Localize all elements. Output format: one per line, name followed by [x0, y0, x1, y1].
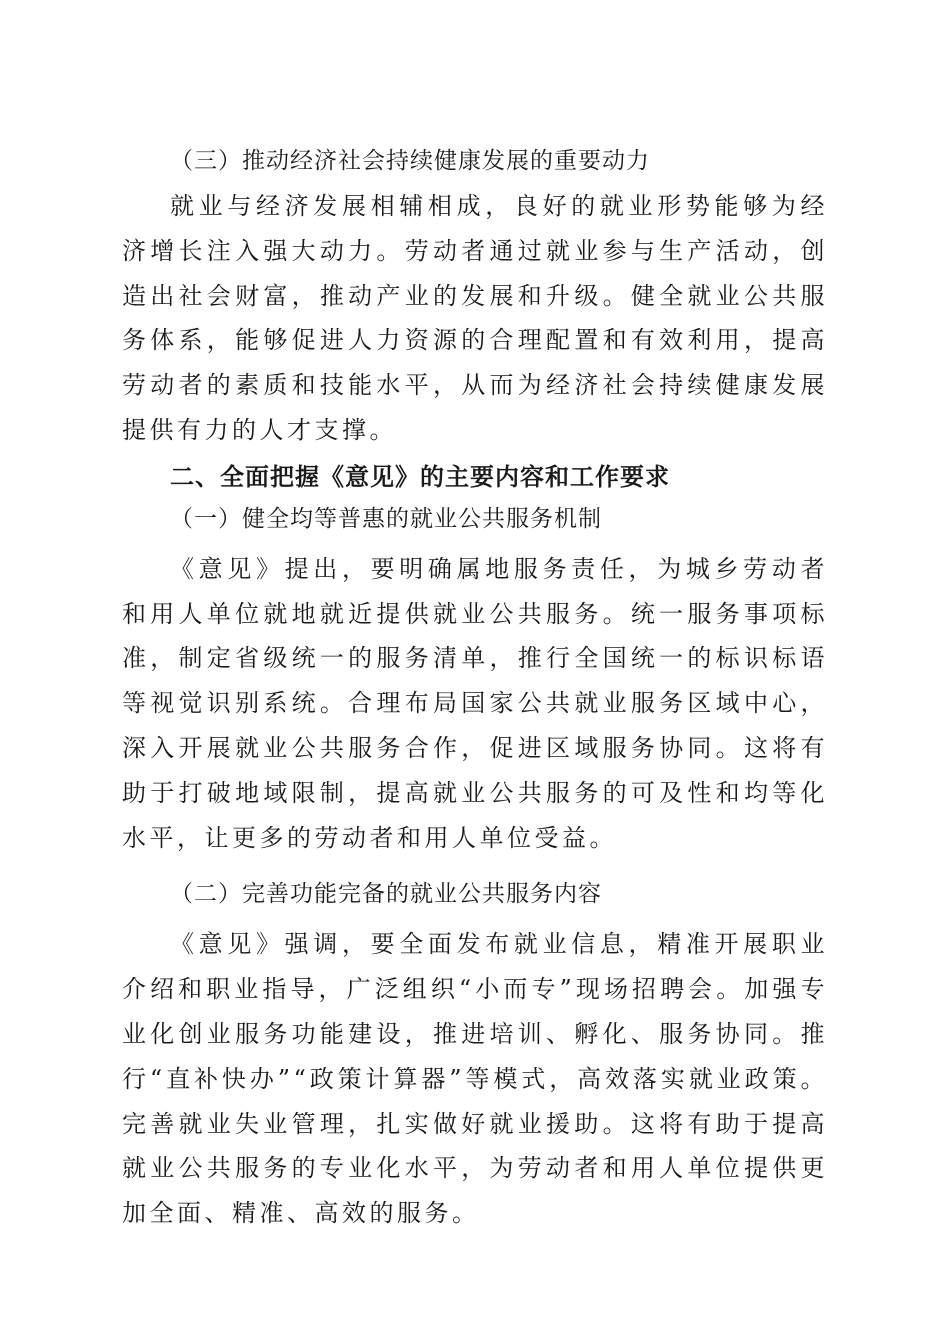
subsection-2-paragraph: 《意见》强调，要全面发布就业信息，精准开展职业介绍和职业指导，广泛组织“小而专”现场招聘会。加强专业化创业服务功能建设，推进培训、孵化、服务协同。推行“直补快办”“政策计算器”等模式，高效落实就业政策。完善就业失业管理，扎实做好就业援助。这将有助于提高就业公共服务的专业化水平，为劳动者和用人单位提供更加全面、精准、高效的服务。 [122, 930, 828, 1228]
subsection-1-paragraph: 《意见》提出，要明确属地服务责任，为城乡劳动者和用人单位就地就近提供就业公共服务。统一服务事项标准，制定省级统一的服务清单，推行全国统一的标识标语等视觉识别系统。合理布局国家公共就业服务区域中心，深入开展就业公共服务合作，促进区域服务协同。这将有助于打破地域限制，提高就业公共服务的可及性和均等化水平，让更多的劳动者和用人单位受益。 [122, 554, 828, 852]
subsection-2-heading: （二）完善功能完备的就业公共服务内容 [170, 881, 602, 908]
document-page [122, 136, 828, 1236]
part-2-heading: 二、全面把握《意见》的主要内容和工作要求 [170, 462, 670, 491]
section-3-paragraph: 就业与经济发展相辅相成，良好的就业形势能够为经济增长注入强大动力。劳动者通过就业参与生产活动，创造出社会财富，推动产业的发展和升级。健全就业公共服务体系，能够促进人力资源的合理配置和有效利用，提高劳动者的素质和技能水平，从而为经济社会持续健康发展提供有力的人才支撑。 [122, 192, 828, 444]
subsection-1-heading: （一）健全均等普惠的就业公共服务机制 [170, 505, 602, 532]
section-3-heading: （三）推动经济社会持续健康发展的重要动力 [170, 148, 650, 174]
